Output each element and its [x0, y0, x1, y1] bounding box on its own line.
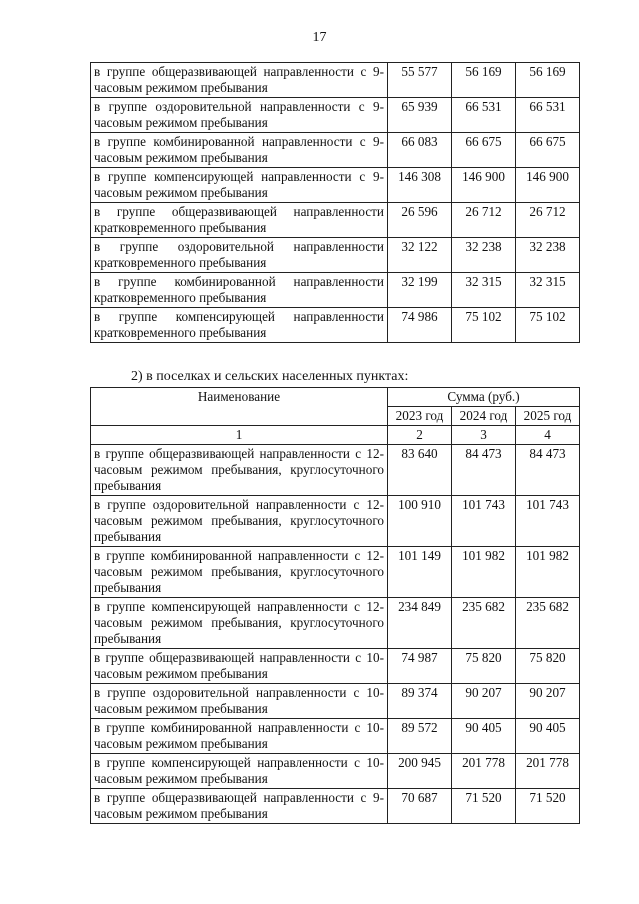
- row-name: в группе комбинированной направленности с 10-часовым режимом пребывания: [91, 719, 388, 754]
- value-2023: 26 596: [388, 203, 452, 238]
- table-body: [91, 445, 580, 824]
- header-sum: Сумма (руб.): [388, 388, 580, 407]
- value-2025: 90 405: [516, 719, 580, 754]
- table-row: [91, 168, 580, 203]
- value-2024: 201 778: [452, 754, 516, 789]
- value-2025: 66 675: [516, 133, 580, 168]
- row-name: в группе компенсирующей направленности с 10-часовым режимом пребывания: [91, 754, 388, 789]
- value-2024: 146 900: [452, 168, 516, 203]
- column-number: 2: [388, 426, 452, 445]
- value-2023: 101 149: [388, 547, 452, 598]
- value-2024: 90 405: [452, 719, 516, 754]
- table-row: [91, 273, 580, 308]
- value-2024: 32 315: [452, 273, 516, 308]
- value-2024: 75 102: [452, 308, 516, 343]
- value-2025: 101 743: [516, 496, 580, 547]
- value-2023: 74 986: [388, 308, 452, 343]
- row-name: в группе общеразвивающей направленности с 10-часовым режимом пребывания: [91, 649, 388, 684]
- value-2024: 71 520: [452, 789, 516, 824]
- row-name: в группе общеразвивающей направленности с 12-часовым режимом пребывания, круглосуточного пребывания: [91, 445, 388, 496]
- value-2023: 66 083: [388, 133, 452, 168]
- value-2023: 70 687: [388, 789, 452, 824]
- row-name: в группе комбинированной направленности кратковременного пребывания: [91, 273, 388, 308]
- column-number: 4: [516, 426, 580, 445]
- header-row: [91, 388, 580, 407]
- header-year-2025: 2025 год: [516, 407, 580, 426]
- value-2024: 75 820: [452, 649, 516, 684]
- row-name: в группе общеразвивающей направленности кратковременного пребывания: [91, 203, 388, 238]
- value-2023: 89 374: [388, 684, 452, 719]
- value-2024: 32 238: [452, 238, 516, 273]
- value-2025: 235 682: [516, 598, 580, 649]
- row-name: в группе компенсирующей направленности с 9-часовым режимом пребывания: [91, 168, 388, 203]
- row-name: в группе оздоровительной направленности кратковременного пребывания: [91, 238, 388, 273]
- table-row: [91, 789, 580, 824]
- settlements-tariff-table: [90, 387, 580, 824]
- column-numbers-row: [91, 426, 580, 445]
- value-2025: 201 778: [516, 754, 580, 789]
- value-2023: 32 122: [388, 238, 452, 273]
- value-2025: 101 982: [516, 547, 580, 598]
- table-row: [91, 598, 580, 649]
- row-name: в группе общеразвивающей направленности с 9-часовым режимом пребывания: [91, 789, 388, 824]
- value-2025: 26 712: [516, 203, 580, 238]
- page-number: 17: [312, 30, 327, 45]
- header-year-2023: 2023 год: [388, 407, 452, 426]
- column-number: 3: [452, 426, 516, 445]
- value-2025: 75 102: [516, 308, 580, 343]
- value-2023: 234 849: [388, 598, 452, 649]
- value-2024: 26 712: [452, 203, 516, 238]
- value-2023: 89 572: [388, 719, 452, 754]
- row-name: в группе комбинированной направленности с 9-часовым режимом пребывания: [91, 133, 388, 168]
- column-number: 1: [91, 426, 388, 445]
- value-2024: 66 675: [452, 133, 516, 168]
- table-row: [91, 203, 580, 238]
- table-row: [91, 238, 580, 273]
- row-name: в группе оздоровительной направленности с 10-часовым режимом пребывания: [91, 684, 388, 719]
- value-2023: 32 199: [388, 273, 452, 308]
- row-name: в группе оздоровительной направленности с 9-часовым режимом пребывания: [91, 98, 388, 133]
- table-row: [91, 496, 580, 547]
- section-caption: 2) в поселках и сельских населенных пунктах:: [131, 369, 409, 384]
- value-2023: 65 939: [388, 98, 452, 133]
- tariff-table-continued: [90, 62, 580, 343]
- value-2025: 71 520: [516, 789, 580, 824]
- value-2025: 56 169: [516, 63, 580, 98]
- row-name: в группе компенсирующей направленности кратковременного пребывания: [91, 308, 388, 343]
- value-2023: 200 945: [388, 754, 452, 789]
- value-2024: 84 473: [452, 445, 516, 496]
- value-2023: 83 640: [388, 445, 452, 496]
- value-2025: 75 820: [516, 649, 580, 684]
- value-2024: 56 169: [452, 63, 516, 98]
- value-2023: 74 987: [388, 649, 452, 684]
- row-name: в группе компенсирующей направленности с 12-часовым режимом пребывания, круглосуточного пребывания: [91, 598, 388, 649]
- value-2025: 146 900: [516, 168, 580, 203]
- value-2024: 66 531: [452, 98, 516, 133]
- value-2023: 100 910: [388, 496, 452, 547]
- row-name: в группе комбинированной направленности с 12-часовым режимом пребывания, круглосуточного пребывания: [91, 547, 388, 598]
- value-2025: 84 473: [516, 445, 580, 496]
- value-2024: 235 682: [452, 598, 516, 649]
- table-body: [91, 63, 580, 343]
- row-name: в группе общеразвивающей направленности с 9-часовым режимом пребывания: [91, 63, 388, 98]
- table-row: [91, 63, 580, 98]
- value-2024: 101 982: [452, 547, 516, 598]
- value-2023: 55 577: [388, 63, 452, 98]
- table-row: [91, 754, 580, 789]
- table-row: [91, 719, 580, 754]
- table-row: [91, 308, 580, 343]
- table-row: [91, 684, 580, 719]
- header-name: Наименование: [91, 388, 388, 426]
- row-name: в группе оздоровительной направленности с 12-часовым режимом пребывания, круглосуточного пребывания: [91, 496, 388, 547]
- value-2024: 101 743: [452, 496, 516, 547]
- value-2025: 32 315: [516, 273, 580, 308]
- value-2025: 32 238: [516, 238, 580, 273]
- value-2023: 146 308: [388, 168, 452, 203]
- table-row: [91, 547, 580, 598]
- table-row: [91, 133, 580, 168]
- value-2025: 66 531: [516, 98, 580, 133]
- value-2025: 90 207: [516, 684, 580, 719]
- table-row: [91, 445, 580, 496]
- header-year-2024: 2024 год: [452, 407, 516, 426]
- table-row: [91, 98, 580, 133]
- table-row: [91, 649, 580, 684]
- value-2024: 90 207: [452, 684, 516, 719]
